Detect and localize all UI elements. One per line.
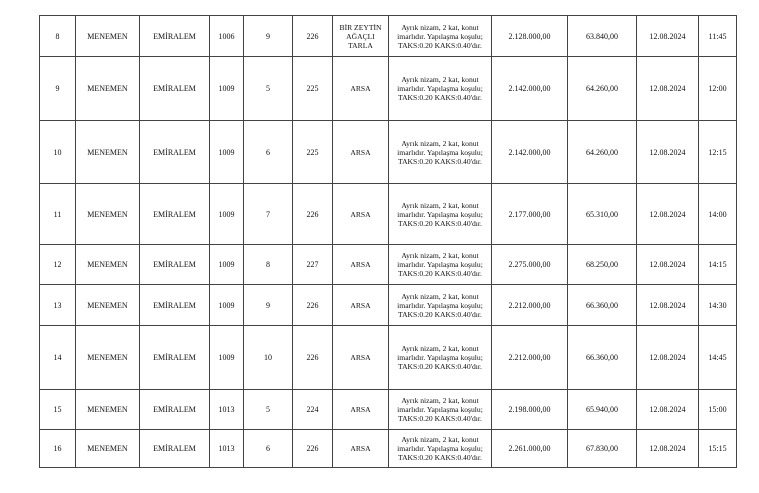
row-number: 11 [40,184,76,245]
date-cell: 12.08.2024 [637,245,699,285]
date-cell: 12.08.2024 [637,326,699,390]
time-cell: 14:00 [699,184,737,245]
block-cell: 1009 [210,57,244,121]
area-cell: 227 [293,245,333,285]
neighborhood-cell: EMİRALEM [140,390,210,430]
date-cell: 12.08.2024 [637,16,699,57]
district-cell: MENEMEN [76,326,140,390]
date-cell: 12.08.2024 [637,184,699,245]
table-row [40,184,737,245]
block-cell: 1009 [210,245,244,285]
date-cell: 12.08.2024 [637,430,699,468]
district-cell: MENEMEN [76,430,140,468]
time-cell: 11:45 [699,16,737,57]
table-row [40,430,737,468]
zoning-description-cell: Ayrık nizam, 2 kat, konut imarlıdır. Yapılaşma koşulu; TAKS:0.20 KAKS:0.40'dır. [389,390,492,430]
neighborhood-cell: EMİRALEM [140,245,210,285]
auction-table [39,15,737,468]
row-number: 10 [40,121,76,184]
date-cell: 12.08.2024 [637,57,699,121]
area-cell: 225 [293,121,333,184]
guarantee-cell: 65.940,00 [568,390,637,430]
district-cell: MENEMEN [76,121,140,184]
nature-cell: ARSA [333,184,389,245]
table-row [40,121,737,184]
district-cell: MENEMEN [76,57,140,121]
date-cell: 12.08.2024 [637,390,699,430]
row-number: 14 [40,326,76,390]
estimated-value-cell: 2.261.000,00 [492,430,568,468]
area-cell: 226 [293,16,333,57]
date-cell: 12.08.2024 [637,285,699,326]
row-number: 15 [40,390,76,430]
area-cell: 226 [293,285,333,326]
parcel-cell: 5 [244,390,293,430]
zoning-description-cell: Ayrık nizam, 2 kat, konut imarlıdır. Yapılaşma koşulu; TAKS:0.20 KAKS:0.40'dır. [389,285,492,326]
zoning-description-cell: Ayrık nizam, 2 kat, konut imarlıdır. Yapılaşma koşulu; TAKS:0.20 KAKS:0.40'dır. [389,16,492,57]
estimated-value-cell: 2.177.000,00 [492,184,568,245]
zoning-description-cell: Ayrık nizam, 2 kat, konut imarlıdır. Yapılaşma koşulu; TAKS:0.20 KAKS:0.40'dır. [389,184,492,245]
block-cell: 1013 [210,430,244,468]
zoning-description-cell: Ayrık nizam, 2 kat, konut imarlıdır. Yapılaşma koşulu; TAKS:0.20 KAKS:0.40'dır. [389,245,492,285]
zoning-description-cell: Ayrık nizam, 2 kat, konut imarlıdır. Yapılaşma koşulu; TAKS:0.20 KAKS:0.40'dır. [389,326,492,390]
row-number: 13 [40,285,76,326]
time-cell: 12:15 [699,121,737,184]
estimated-value-cell: 2.212.000,00 [492,326,568,390]
area-cell: 226 [293,326,333,390]
guarantee-cell: 66.360,00 [568,285,637,326]
table-row [40,16,737,57]
table-row [40,245,737,285]
estimated-value-cell: 2.128.000,00 [492,16,568,57]
nature-cell: ARSA [333,121,389,184]
row-number: 12 [40,245,76,285]
estimated-value-cell: 2.142.000,00 [492,57,568,121]
estimated-value-cell: 2.212.000,00 [492,285,568,326]
guarantee-cell: 68.250,00 [568,245,637,285]
row-number: 16 [40,430,76,468]
time-cell: 14:30 [699,285,737,326]
parcel-cell: 9 [244,16,293,57]
nature-cell: ARSA [333,390,389,430]
guarantee-cell: 64.260,00 [568,121,637,184]
parcel-cell: 8 [244,245,293,285]
zoning-description-cell: Ayrık nizam, 2 kat, konut imarlıdır. Yapılaşma koşulu; TAKS:0.20 KAKS:0.40'dır. [389,57,492,121]
block-cell: 1013 [210,390,244,430]
guarantee-cell: 63.840,00 [568,16,637,57]
time-cell: 15:15 [699,430,737,468]
district-cell: MENEMEN [76,390,140,430]
neighborhood-cell: EMİRALEM [140,57,210,121]
time-cell: 12:00 [699,57,737,121]
area-cell: 225 [293,57,333,121]
nature-cell: ARSA [333,245,389,285]
time-cell: 14:15 [699,245,737,285]
block-cell: 1006 [210,16,244,57]
time-cell: 15:00 [699,390,737,430]
parcel-cell: 6 [244,121,293,184]
guarantee-cell: 64.260,00 [568,57,637,121]
area-cell: 226 [293,430,333,468]
parcel-cell: 7 [244,184,293,245]
table-row [40,285,737,326]
nature-cell: ARSA [333,326,389,390]
nature-cell: BİR ZEYTİN AĞAÇLI TARLA [333,16,389,57]
block-cell: 1009 [210,184,244,245]
district-cell: MENEMEN [76,184,140,245]
row-number: 9 [40,57,76,121]
nature-cell: ARSA [333,285,389,326]
estimated-value-cell: 2.275.000,00 [492,245,568,285]
neighborhood-cell: EMİRALEM [140,184,210,245]
date-cell: 12.08.2024 [637,121,699,184]
district-cell: MENEMEN [76,285,140,326]
time-cell: 14:45 [699,326,737,390]
parcel-cell: 6 [244,430,293,468]
zoning-description-cell: Ayrık nizam, 2 kat, konut imarlıdır. Yapılaşma koşulu; TAKS:0.20 KAKS:0.40'dır. [389,430,492,468]
row-number: 8 [40,16,76,57]
table-body [40,16,737,468]
neighborhood-cell: EMİRALEM [140,16,210,57]
table-row [40,326,737,390]
guarantee-cell: 66.360,00 [568,326,637,390]
block-cell: 1009 [210,326,244,390]
area-cell: 224 [293,390,333,430]
guarantee-cell: 67.830,00 [568,430,637,468]
estimated-value-cell: 2.198.000,00 [492,390,568,430]
neighborhood-cell: EMİRALEM [140,326,210,390]
neighborhood-cell: EMİRALEM [140,121,210,184]
neighborhood-cell: EMİRALEM [140,430,210,468]
guarantee-cell: 65.310,00 [568,184,637,245]
area-cell: 226 [293,184,333,245]
zoning-description-cell: Ayrık nizam, 2 kat, konut imarlıdır. Yapılaşma koşulu; TAKS:0.20 KAKS:0.40'dır. [389,121,492,184]
table-row [40,390,737,430]
parcel-cell: 10 [244,326,293,390]
estimated-value-cell: 2.142.000,00 [492,121,568,184]
district-cell: MENEMEN [76,245,140,285]
district-cell: MENEMEN [76,16,140,57]
nature-cell: ARSA [333,430,389,468]
table-row [40,57,737,121]
nature-cell: ARSA [333,57,389,121]
neighborhood-cell: EMİRALEM [140,285,210,326]
block-cell: 1009 [210,121,244,184]
block-cell: 1009 [210,285,244,326]
parcel-cell: 9 [244,285,293,326]
parcel-cell: 5 [244,57,293,121]
